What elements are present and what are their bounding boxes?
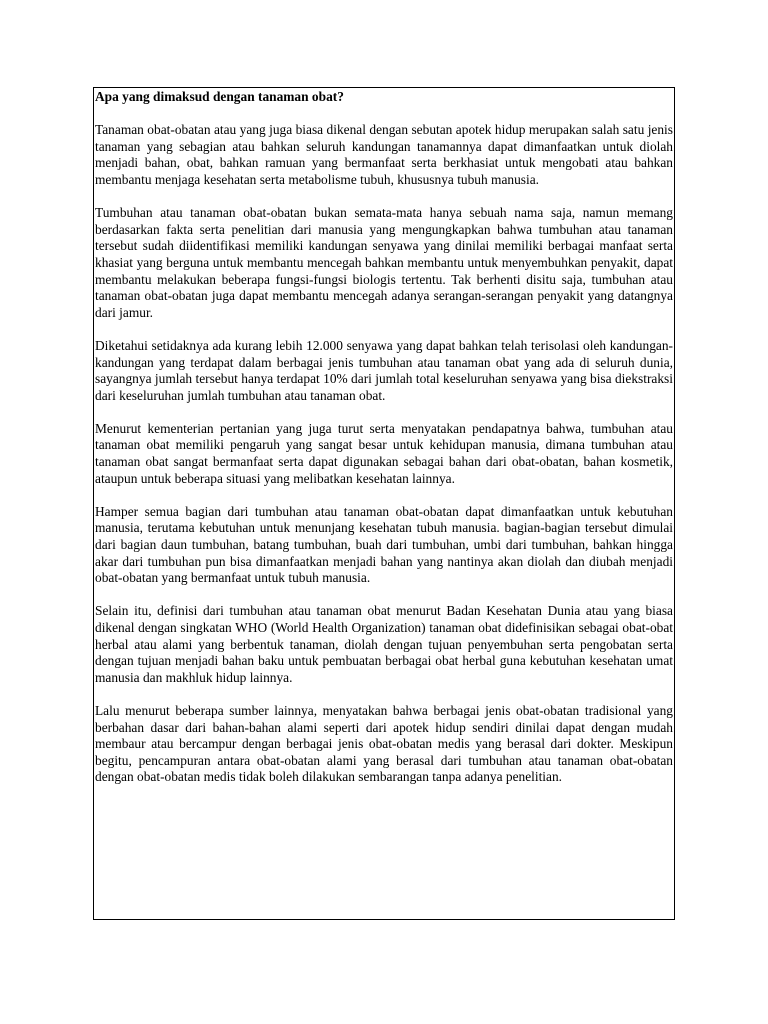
paragraph-2: Tumbuhan atau tanaman obat-obatan bukan semata-mata hanya sebuah nama saja, namun memang berdasarkan fakta serta penelitian dari manusia yang mengungkapkan bahwa tumbuhan atau tanaman tersebut sudah diidentifikasi memiliki kandungan senyawa yang dinilai memiliki berbagai manfaat serta khasiat yang berguna untuk membantu mencegah bahkan membantu untuk menyembuhkan penyakit, dapat membantu melakukan beberapa fungsi-fungsi biologis tertentu. Tak berhenti disitu saja, tumbuhan atau tanaman obat-obatan juga dapat membantu mencegah adanya serangan-serangan penyakit yang datangnya dari jamur.	[95, 205, 673, 320]
article-text-box	[93, 87, 675, 920]
paragraph-3: Diketahui setidaknya ada kurang lebih 12.000 senyawa yang dapat bahkan telah terisolasi oleh kandungan-kandungan yang terdapat dalam berbagai jenis tumbuhan atau tanaman obat yang ada di seluruh dunia, sayangnya jumlah tersebut hanya terdapat 10% dari jumlah total keseluruhan senyawa yang bisa diekstraksi dari keseluruhan jumlah tumbuhan atau tanaman obat.	[95, 337, 673, 403]
paragraph-7: Lalu menurut beberapa sumber lainnya, menyatakan bahwa berbagai jenis obat-obatan tradisional yang berbahan dasar dari bahan-bahan alami seperti dari apotek hidup sendiri dinilai dapat dengan mudah membaur atau bercampur dengan berbagai jenis obat-obatan medis yang berasal dari dokter. Meskipun begitu, pencampuran antara obat-obatan alami yang berasal dari tumbuhan atau tanaman obat-obatan dengan obat-obatan medis tidak boleh dilakukan sembarangan tanpa adanya penelitian.	[95, 702, 673, 785]
article-heading: Apa yang dimaksud dengan tanaman obat?	[95, 89, 344, 104]
paragraph-4: Menurut kementerian pertanian yang juga turut serta menyatakan pendapatnya bahwa, tumbuhan atau tanaman obat memiliki pengaruh yang sangat besar untuk kehidupan manusia, dimana tumbuhan atau tanaman obat sangat bermanfaat serta dapat digunakan sebagai bahan dari obat-obatan, bahan kosmetik, ataupun untuk beberapa situasi yang melibatkan kesehatan lainnya.	[95, 420, 673, 486]
paragraph-1: Tanaman obat-obatan atau yang juga biasa dikenal dengan sebutan apotek hidup merupakan salah satu jenis tanaman yang sebagian atau bahkan seluruh kandungan tanamannya dapat dimanfaatkan untuk diolah menjadi bahan, obat, bahkan ramuan yang bermanfaat serta berkhasiat untuk mengobati atau bahkan membantu menjaga kesehatan serta metabolisme tubuh, khususnya tubuh manusia.	[95, 122, 673, 187]
paragraph-6: Selain itu, definisi dari tumbuhan atau tanaman obat menurut Badan Kesehatan Dunia atau yang biasa dikenal dengan singkatan WHO (World Health Organization) tanaman obat didefinisikan sebagai obat-obat herbal atau alami yang berbentuk tanaman, diolah dengan tujuan penyembuhan serta pengobatan serta dengan tujuan menjadi bahan baku untuk pembuatan berbagai obat herbal guna kebutuhan kesehatan umat manusia dan makhluk hidup lainnya.	[95, 603, 673, 685]
paragraph-5: Hamper semua bagian dari tumbuhan atau tanaman obat-obatan dapat dimanfaatkan untuk kebutuhan manusia, terutama kebutuhan untuk menunjang kesehatan tubuh manusia. bagian-bagian tersebut dimulai dari bagian daun tumbuhan, batang tumbuhan, buah dari tumbuhan, umbi dari tumbuhan, bahkan hingga akar dari tumbuhan pun bisa dimanfaatkan menjadi bahan yang nantinya akan diolah dan diubah menjadi obat-obatan yang bermanfaat untuk tubuh manusia.	[95, 503, 673, 586]
